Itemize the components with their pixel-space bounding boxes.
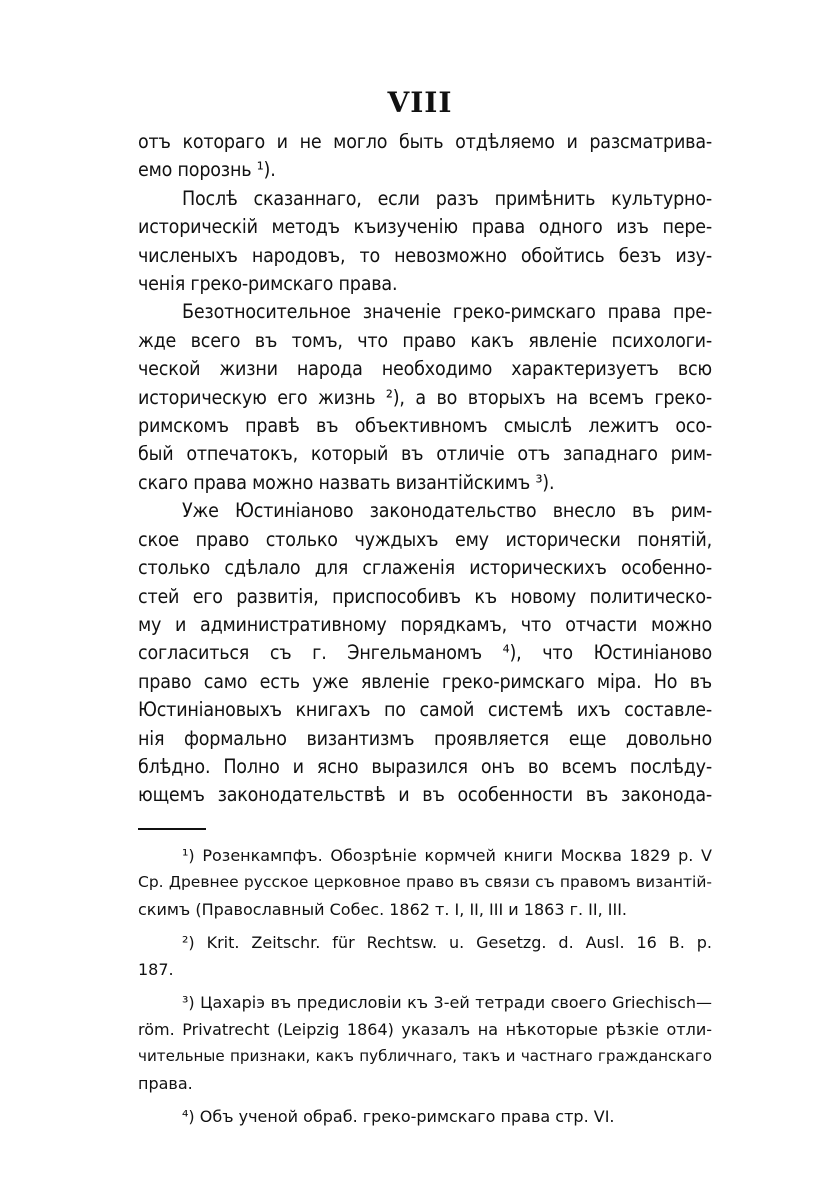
footnote-line: ⁴) Объ ученой обраб. греко-римскаго права стр. VI. (182, 1107, 615, 1126)
text-line: право само есть уже явленіе греко-римскаго міра. Но въ (138, 669, 712, 693)
text-line: Юстиніановыхъ книгахъ по самой системѣ ихъ составле- (138, 698, 712, 722)
footnotes (138, 842, 712, 1136)
footnote-3 (138, 989, 712, 1097)
text-line: Уже Юстиніаново законодательство внесло въ рим- (182, 499, 712, 523)
footnote-line: röm. Privatrecht (Leipzig 1864) указалъ на нѣкоторые рѣзкіе отли- (138, 1020, 712, 1039)
text-line: ченія греко-римскаго права. (138, 272, 398, 296)
text-line: численыхъ народовъ, то невозможно обойтись безъ изу- (138, 243, 712, 267)
footnote-separator (138, 828, 206, 830)
page-number: VIII (387, 86, 453, 119)
text-line: блѣдно. Полно и ясно выразился онъ во всемъ послѣду- (138, 754, 712, 778)
footnote-line: ²) Krit. Zeitschr. für Rechtsw. u. Gesetzg. d. Ausl. 16 B. p. (182, 933, 712, 952)
text-line: согласиться съ г. Энгельманомъ ⁴), что Юстиніаново (138, 641, 712, 665)
paragraph (138, 185, 712, 299)
text-line: скаго права можно назвать византійскимъ ³). (138, 470, 555, 494)
footnote-1 (138, 842, 712, 923)
text-line: му и административному порядкамъ, что отчасти можно (138, 612, 712, 636)
text-line: историческій методъ къизученію права одного изъ пере- (138, 215, 712, 239)
text-line: историческую его жизнь ²), а во вторыхъ на всемъ греко- (138, 385, 712, 409)
footnote-line: права. (138, 1074, 193, 1093)
text-line: ющемъ законодательствѣ и въ особенности въ законода- (138, 783, 712, 807)
footnote-line: ³) Цахаріэ въ предисловіи къ 3-ей тетради своего Griechisch— (182, 993, 712, 1012)
footnote-4 (138, 1103, 712, 1130)
footnote-line: Ср. Древнее русское церковное право въ связи съ правомъ византій- (138, 873, 712, 891)
footnote-line: 187. (138, 960, 174, 979)
footnote-line: скимъ (Православный Собес. 1862 т. I, II, III и 1863 г. II, III. (138, 900, 628, 919)
paragraph (138, 298, 712, 497)
text-line: Безотносительное значеніе греко-римскаго права пре- (182, 300, 712, 324)
text-line: емо порознь ¹). (138, 158, 276, 182)
paragraph (138, 497, 712, 809)
text-line: бый отпечатокъ, который въ отличіе отъ западнаго рим- (138, 442, 712, 466)
text-line: отъ котораго и не могло быть отдѣляемо и разсматрива- (138, 130, 712, 153)
footnote-line: чительные признаки, какъ публичнаго, такъ и частнаго гражданскаго (138, 1047, 712, 1065)
text-line: жде всего въ томъ, что право какъ явленіе психологи- (138, 328, 712, 352)
footnote-2 (138, 929, 712, 983)
text-line: нія формально византизмъ проявляется еще довольно (138, 726, 712, 750)
footnote-line: ¹) Розенкампфъ. Обозрѣніе кормчей книги Москва 1829 р. V (182, 846, 712, 865)
text-line: римскомъ правѣ въ объективномъ смыслѣ лежитъ осо- (138, 414, 712, 438)
text-line: ское право столько чуждыхъ ему исторически понятій, (138, 527, 712, 551)
paragraph (138, 128, 712, 185)
text-line: столько сдѣлало для сглаженія историческихъ особенно- (138, 556, 712, 580)
text-line: стей его развитія, приспособивъ къ новому политическо- (138, 584, 712, 608)
main-text (138, 128, 712, 810)
text-line: ческой жизни народа необходимо характеризуетъ всю (138, 357, 712, 381)
text-line: Послѣ сказаннаго, если разъ примѣнить культурно- (182, 186, 712, 210)
